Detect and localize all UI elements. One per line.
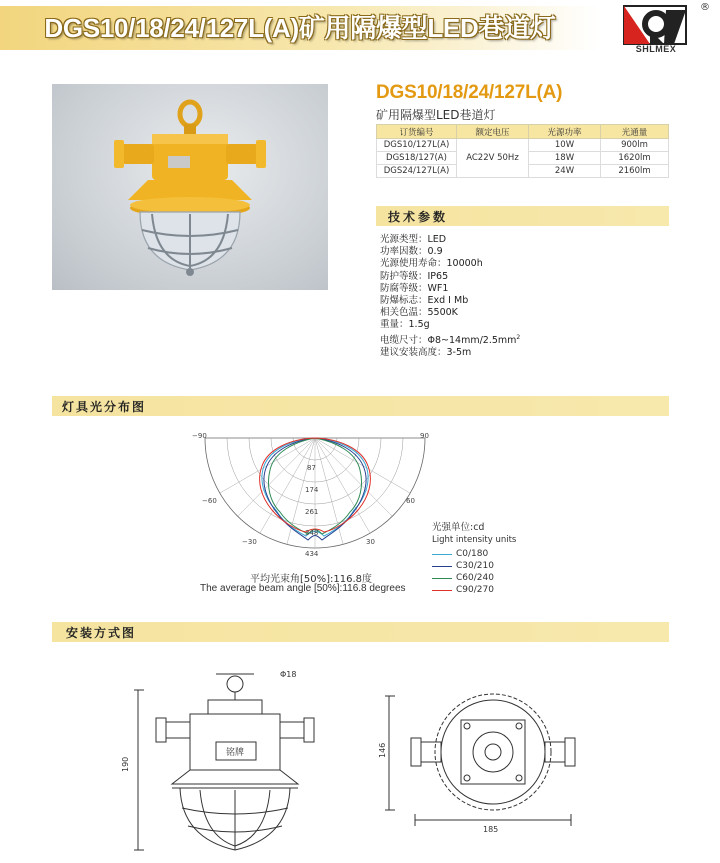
param-item: 光源类型：LED (380, 234, 447, 245)
radial-label: 348 (305, 529, 319, 537)
angle-label-neg60: −60 (202, 497, 217, 505)
avg-beam-angle-zh: 平均光束角[50%]:116.8度 (250, 574, 373, 585)
spec-header-row (377, 125, 669, 139)
col-model: 订货编号 (377, 125, 457, 139)
col-flux: 光通量 (601, 125, 669, 139)
page-title: DGS10/18/24/127L(A)矿用隔爆型LED巷道灯 (44, 13, 556, 43)
param-item: 重量：1.5g (380, 319, 430, 331)
angle-label-pos90: 90 (420, 432, 429, 440)
distribution-heading: 灯具光分布图 (62, 400, 147, 414)
legend-swatch (432, 554, 452, 555)
radial-label: 174 (305, 486, 319, 494)
unit-zh: 光强单位:cd (432, 522, 485, 533)
legend-item (432, 548, 516, 560)
param-item-cable (380, 332, 520, 347)
cell-model: DGS18/127(A) (377, 152, 457, 165)
angle-label-neg90: −90 (192, 432, 207, 440)
radial-label: 261 (305, 508, 319, 516)
nameplate-label: 铭牌 (226, 748, 245, 758)
install-section-bar (52, 622, 669, 642)
legend-swatch (432, 578, 452, 579)
cell-power: 18W (529, 152, 601, 165)
legend-swatch (432, 566, 452, 567)
radial-label: 434 (305, 550, 319, 558)
cell-flux: 2160lm (601, 165, 669, 178)
avg-beam-angle-en: The average beam angle [50%]:116.8 degrees (200, 583, 406, 594)
param-item: 防爆标志：Exd I Mb (380, 295, 469, 307)
cell-flux: 1620lm (601, 152, 669, 165)
cell-flux: 900lm (601, 139, 669, 152)
cell-model: DGS10/127L(A) (377, 139, 457, 152)
tech-heading: 技术参数 (388, 210, 449, 224)
table-row (377, 139, 669, 152)
angle-label-neg30: −30 (242, 538, 257, 546)
top-view-drawing (375, 686, 595, 836)
cell-power: 10W (529, 139, 601, 152)
angle-label-pos30: 30 (366, 538, 375, 546)
param-item: 光源使用寿命：10000h (380, 258, 483, 270)
param-item: 建议安装高度：3-5m (380, 346, 472, 358)
install-heading: 安装方式图 (66, 626, 137, 640)
chart-legend (432, 522, 516, 596)
tech-params (380, 234, 520, 359)
cable-sup: 2 (516, 333, 521, 341)
radial-label: 87 (307, 464, 316, 472)
legend-label: C30/210 (456, 561, 494, 571)
param-item: 功率因数：0.9 (380, 246, 443, 258)
param-item: 防腐等级：WF1 (380, 282, 449, 294)
dim-width-label: 185 (483, 825, 499, 834)
angle-label-pos60: 60 (406, 497, 415, 505)
cell-voltage: AC22V 50Hz (457, 139, 529, 178)
product-title: DGS10/18/24/127L(A) (376, 82, 563, 103)
polar-distribution-chart (180, 424, 450, 564)
unit-en: Light intensity units (432, 535, 517, 545)
brand-logo-text: SHLMEX (635, 44, 677, 54)
legend-label: C60/240 (456, 573, 494, 583)
spec-table (376, 124, 669, 178)
col-voltage: 额定电压 (457, 125, 529, 139)
col-power: 光源功率 (529, 125, 601, 139)
lamp-photo-illustration (52, 84, 328, 290)
dim-top-label: Φ18 (280, 670, 297, 679)
param-item: 防护等级：IP65 (380, 270, 449, 282)
dim-right-height-label: 146 (378, 742, 387, 758)
header (0, 0, 720, 68)
cable-label: 电缆尺寸：Φ8~14mm/2.5mm (380, 334, 517, 346)
legend-item (432, 584, 516, 596)
legend-item (432, 572, 516, 584)
product-subtitle: 矿用隔爆型LED巷道灯 (376, 108, 496, 122)
legend-label: C90/270 (456, 585, 494, 595)
registered-mark: ® (700, 2, 710, 13)
cell-model: DGS24/127L(A) (377, 165, 457, 178)
side-view-drawing (121, 660, 340, 860)
product-photo (52, 84, 328, 290)
param-item: 相关色温：5500K (380, 307, 458, 319)
legend-item (432, 560, 516, 572)
legend-swatch (432, 590, 452, 591)
cell-power: 24W (529, 165, 601, 178)
dim-height-label: 190 (121, 756, 130, 772)
legend-label: C0/180 (456, 549, 489, 559)
